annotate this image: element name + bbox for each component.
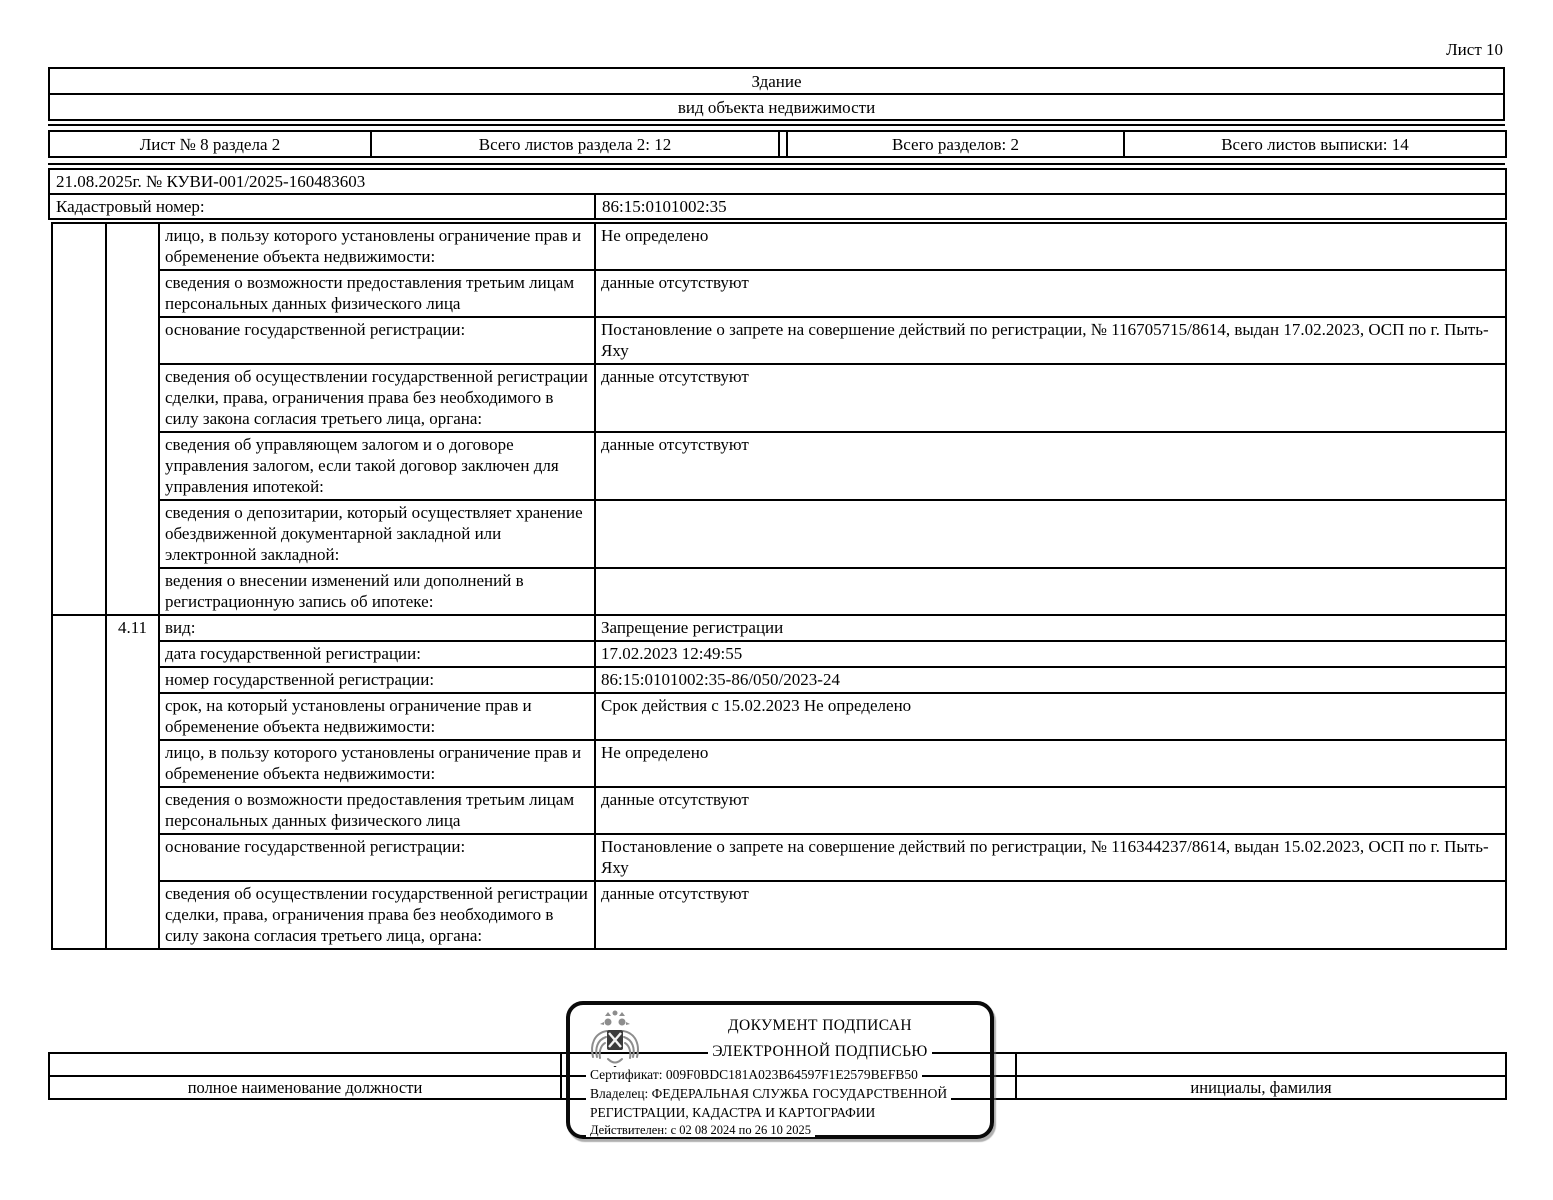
section-cell	[52, 223, 106, 615]
cadastral-number-label: Кадастровый номер:	[49, 194, 595, 219]
attr-cell: лицо, в пользу которого установлены ограничение прав и обременение объекта недвижимости:	[159, 223, 595, 270]
attr-cell: сведения об осуществлении государственной регистрации сделки, права, ограничения права без необходимого в силу закона согласия третьего лица, органа:	[159, 881, 595, 949]
attr-cell: сведения о депозитарии, который осуществляет хранение обездвиженной документарной закладной или электронной закладной:	[159, 500, 595, 568]
stamp-title-line2	[654, 1043, 986, 1061]
table-row	[52, 568, 1506, 615]
attr-cell: дата государственной регистрации:	[159, 641, 595, 667]
attr-cell: основание государственной регистрации:	[159, 317, 595, 364]
stamp-validity: Действителен: с 02 08 2024 по 26 10 2025	[586, 1123, 815, 1138]
value-cell: 86:15:0101002:35-86/050/2023-24	[595, 667, 1506, 693]
sheet-info-spacer	[779, 131, 787, 157]
object-type-value: Здание	[49, 68, 1504, 94]
table-row	[52, 693, 1506, 740]
attr-cell: ведения о внесении изменений или дополнений в регистрационную запись об ипотеке:	[159, 568, 595, 615]
restrictions-table	[51, 222, 1507, 950]
record-number-cell	[106, 223, 159, 615]
value-cell: данные отсутствуют	[595, 270, 1506, 317]
empty-cell	[49, 1053, 561, 1076]
attr-cell: сведения о возможности предоставления третьим лицам персональных данных физического лица	[159, 787, 595, 834]
table-row	[52, 881, 1506, 949]
attr-cell: лицо, в пользу которого установлены ограничение прав и обременение объекта недвижимости:	[159, 740, 595, 787]
divider	[48, 124, 1505, 126]
attr-cell: номер государственной регистрации:	[159, 667, 595, 693]
table-row	[52, 500, 1506, 568]
table-row	[52, 432, 1506, 500]
value-cell	[595, 568, 1506, 615]
stamp-title-line1	[654, 1017, 986, 1035]
section-cell	[52, 615, 106, 949]
stamp-owner-line2: РЕГИСТРАЦИИ, КАДАСТРА И КАРТОГРАФИИ	[586, 1105, 879, 1121]
value-cell: данные отсутствуют	[595, 787, 1506, 834]
stamp-certificate: Сертификат: 009F0BDC181A023B64597F1E2579BEFB50	[586, 1067, 922, 1083]
attr-cell: основание государственной регистрации:	[159, 834, 595, 881]
empty-cell	[1016, 1053, 1506, 1076]
attr-cell: вид:	[159, 615, 595, 641]
table-row	[52, 270, 1506, 317]
value-cell: Срок действия с 15.02.2023 Не определено	[595, 693, 1506, 740]
table-row	[49, 94, 1504, 120]
attr-cell: срок, на который установлены ограничение прав и обременение объекта недвижимости:	[159, 693, 595, 740]
table-row	[52, 364, 1506, 432]
page-title: Лист 10	[1446, 40, 1503, 59]
value-cell: Не определено	[595, 223, 1506, 270]
value-cell: Не определено	[595, 740, 1506, 787]
table-row	[52, 667, 1506, 693]
attr-cell: сведения об осуществлении государственной регистрации сделки, права, ограничения права без необходимого в силу закона согласия третьего лица, органа:	[159, 364, 595, 432]
table-row	[49, 194, 1506, 219]
digital-signature-stamp	[566, 1001, 994, 1139]
object-type-table	[48, 67, 1505, 121]
table-row	[52, 223, 1506, 270]
sheet-info-table	[48, 130, 1507, 158]
table-row	[49, 68, 1504, 94]
table-row	[52, 317, 1506, 364]
table-row	[49, 131, 1506, 157]
table-row	[52, 787, 1506, 834]
cadastral-number-value: 86:15:0101002:35	[595, 194, 1506, 219]
table-row	[52, 834, 1506, 881]
object-type-caption: вид объекта недвижимости	[49, 94, 1504, 120]
sheet-info-col3: Всего разделов: 2	[787, 131, 1124, 157]
table-row	[52, 740, 1506, 787]
sheet-info-col1: Лист № 8 раздела 2	[49, 131, 371, 157]
table-row	[49, 169, 1506, 194]
value-cell: данные отсутствуют	[595, 881, 1506, 949]
name-label: инициалы, фамилия	[1016, 1076, 1506, 1099]
value-cell: Постановление о запрете на совершение действий по регистрации, № 116705715/8614, выдан 17.02.2023, ОСП по г. Пыть-Яху	[595, 317, 1506, 364]
value-cell: 17.02.2023 12:49:55	[595, 641, 1506, 667]
value-cell	[595, 500, 1506, 568]
sheet-info-col2: Всего листов раздела 2: 12	[371, 131, 779, 157]
attr-cell: сведения об управляющем залогом и о договоре управления залогом, если такой договор заключен для управления ипотекой:	[159, 432, 595, 500]
value-cell: данные отсутствуют	[595, 432, 1506, 500]
value-cell: данные отсутствуют	[595, 364, 1506, 432]
stamp-title-text: ЭЛЕКТРОННОЙ ПОДПИСЬЮ	[708, 1043, 931, 1060]
extract-date-number: 21.08.2025г. № КУВИ-001/2025-160483603	[49, 169, 1506, 194]
value-cell: Постановление о запрете на совершение действий по регистрации, № 116344237/8614, выдан 15.02.2023, ОСП по г. Пыть-Яху	[595, 834, 1506, 881]
value-cell: Запрещение регистрации	[595, 615, 1506, 641]
table-row	[52, 641, 1506, 667]
sheet-info-col4: Всего листов выписки: 14	[1124, 131, 1506, 157]
document-number-table	[48, 168, 1507, 220]
divider	[48, 163, 1505, 165]
attr-cell: сведения о возможности предоставления третьим лицам персональных данных физического лица	[159, 270, 595, 317]
stamp-owner-line1: Владелец: ФЕДЕРАЛЬНАЯ СЛУЖБА ГОСУДАРСТВЕННОЙ	[586, 1086, 951, 1102]
stamp-title-text: ДОКУМЕНТ ПОДПИСАН	[724, 1017, 916, 1034]
position-label: полное наименование должности	[49, 1076, 561, 1099]
table-row	[52, 615, 1506, 641]
record-number-cell: 4.11	[106, 615, 159, 949]
